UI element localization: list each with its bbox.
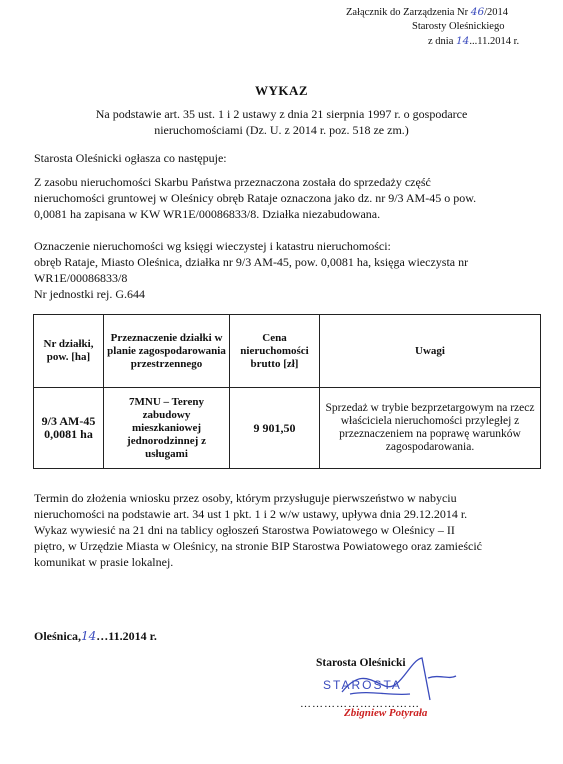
attachment-line-3: z dnia 14...11.2014 r.	[428, 35, 520, 47]
handwritten-number: 46	[470, 6, 485, 18]
cell-remarks: Sprzedaż w trybie bezprzetargowym na rzecz właściciela nieruchomości przyległej z przeznaczeniem na poprawę warunków zagospodarowania.	[320, 388, 541, 469]
header-remarks: Uwagi	[320, 315, 541, 388]
handwritten-date-day: 14	[81, 629, 97, 643]
header-zoning-purpose: Przeznaczenie działki w planie zagospodarowania przestrzennego	[104, 315, 230, 388]
attachment-line-2: Starosty Oleśnickiego	[412, 21, 505, 32]
attachment-header	[346, 5, 556, 49]
place-and-date: Oleśnica,14…11.2014 r.	[34, 629, 157, 643]
cell-plot-number: 9/3 AM-45 0,0081 ha	[34, 388, 104, 469]
signatory-title: Starosta Oleśnicki	[316, 657, 406, 669]
signature-line: …………………………	[300, 698, 420, 710]
attachment-line-1: Załącznik do Zarządzenia Nr 46/2014	[346, 6, 509, 18]
signatory-name-stamp: Zbigniew Potyrała	[344, 707, 428, 719]
paragraph-property-designation: Oznaczenie nieruchomości wg księgi wieczystej i katastru nieruchomości: obręb Rataje, Miasto Oleśnica, działka nr 9/3 AM-45, pow. 0,0081 ha, księga wieczysta nr WR1E/00086833/8 Nr jednostki rej. G.644	[34, 239, 469, 301]
paragraph-deadline: Termin do złożenia wniosku przez osoby, którym przysługuje pierwszeństwo w nabyciu nieruchomości na podstawie art. 34 ust 1 pkt. 1 i 2 w/w ustawy, upływa dnia 29.12.2014 r.	[34, 491, 468, 521]
legal-basis: Na podstawie art. 35 ust. 1 i 2 ustawy z dnia 21 sierpnia 1997 r. o gospodarce nieruchomościami (Dz. U. z 2014 r. poz. 518 ze zm.)	[95, 107, 468, 137]
table-row	[34, 388, 541, 469]
paragraph-publication: Wykaz wywiesić na 21 dni na tablicy ogłoszeń Starostwa Powiatowego w Oleśnicy – II piętro, w Urzędzie Miasta w Oleśnicy, na stronie BIP Starostwa Powiatowego oraz zamieścić komunikat w prasie lokalnej.	[34, 523, 482, 569]
paragraph-property-sale: Z zasobu nieruchomości Skarbu Państwa przeznaczona została do sprzedaży część nieruchomości gruntowej w Oleśnicy obręb Rataje oznaczona jako dz. nr 9/3 AM-45 o pow. 0,0081 ha zapisana w KW WR1E/00086833/8. Działka niezabudowana.	[34, 175, 477, 221]
announcement: Starosta Oleśnicki ogłasza co następuje:	[34, 151, 227, 165]
property-table	[33, 314, 541, 469]
official-stamp: STAROSTA	[323, 678, 402, 692]
handwritten-day: 14	[456, 35, 470, 47]
cell-zoning-purpose: 7MNU – Tereny zabudowy mieszkaniowej jednorodzinnej z usługami	[104, 388, 230, 469]
header-price: Cena nieruchomości brutto [zł]	[230, 315, 320, 388]
cell-price: 9 901,50	[230, 388, 320, 469]
document-title: WYKAZ	[254, 83, 309, 98]
header-plot-number: Nr działki, pow. [ha]	[34, 315, 104, 388]
table-header-row	[34, 315, 541, 388]
